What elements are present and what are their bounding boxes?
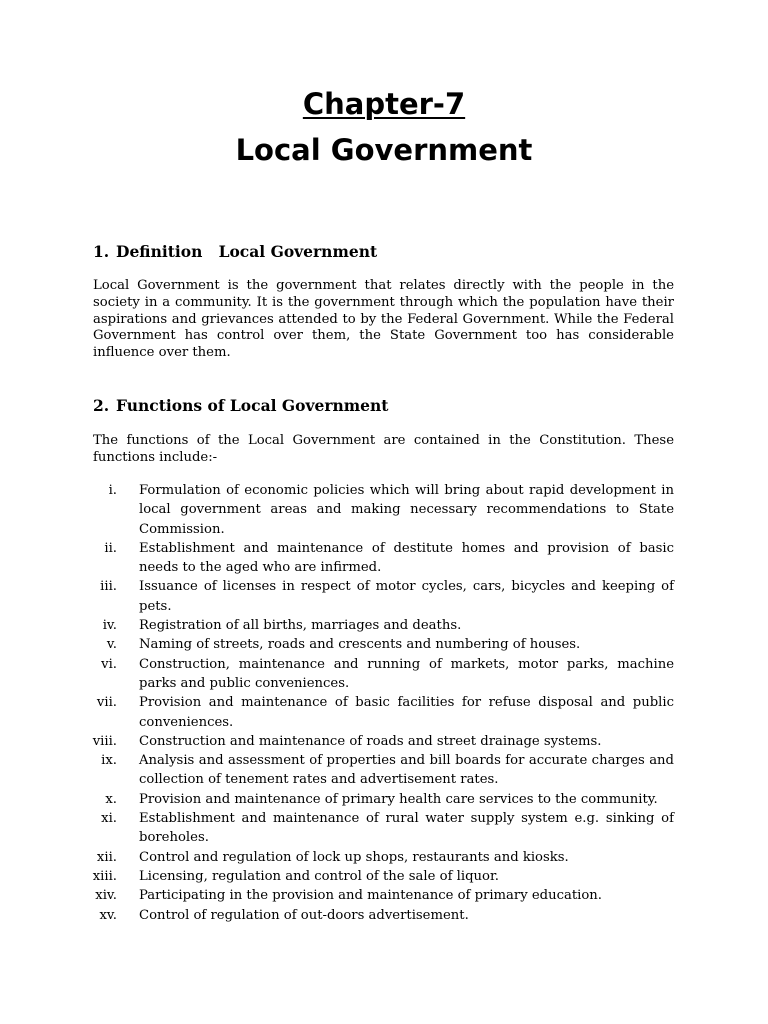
functions-intro-paragraph: The functions of the Local Government are contained in the Constitution. These functions include:-	[93, 433, 674, 465]
list-item-text: Construction, maintenance and running of markets, motor parks, machine parks and public conveniences.	[139, 656, 674, 691]
list-item	[80, 790, 674, 809]
list-item-marker: ix.	[101, 753, 117, 769]
list-item-marker: vii.	[96, 695, 117, 711]
list-item-text: Formulation of economic policies which will bring about rapid development in local government areas and making necessary recommendations to State Commission.	[139, 483, 674, 537]
page-title: Local Government	[235, 133, 533, 167]
list-item-marker: ii.	[104, 540, 117, 556]
list-item-text: Construction and maintenance of roads and street drainage systems.	[139, 733, 602, 749]
list-item-marker: v.	[106, 637, 117, 653]
definition-paragraph: Local Government is the government that relates directly with the people in the society in a community. It is the government through which the population have their aspirations and grievances attended to by the Federal Government. While the Federal Government has control over them, the State Government too has considerable influence over them.	[93, 278, 674, 361]
list-item-text: Control of regulation of out-doors advertisement.	[139, 907, 469, 923]
list-item	[80, 635, 674, 654]
list-item-marker: xv.	[99, 907, 117, 923]
section-heading-text: Definition Local Government	[116, 242, 378, 261]
list-item-marker: iv.	[102, 618, 117, 634]
list-item	[80, 867, 674, 886]
list-item-marker: xii.	[96, 849, 117, 865]
functions-list	[80, 481, 674, 925]
list-item-marker: viii.	[92, 733, 117, 749]
list-item-text: Control and regulation of lock up shops, restaurants and kiosks.	[139, 849, 569, 865]
list-item-marker: x.	[105, 791, 117, 807]
list-item-marker: xi.	[101, 811, 117, 827]
list-item-text: Provision and maintenance of basic facilities for refuse disposal and public conveniences.	[139, 695, 674, 730]
list-item	[80, 655, 674, 694]
list-item-text: Analysis and assessment of properties and bill boards for accurate charges and collection of tenement rates and advertisement rates.	[139, 753, 674, 788]
list-item-text: Provision and maintenance of primary health care services to the community.	[139, 791, 658, 807]
list-item	[80, 539, 674, 578]
section-number: 1.	[93, 242, 110, 261]
list-item-text: Licensing, regulation and control of the sale of liquor.	[139, 868, 500, 884]
list-item-marker: iii.	[100, 579, 117, 595]
list-item	[80, 481, 674, 539]
list-item-text: Registration of all births, marriages and deaths.	[139, 618, 462, 634]
chapter-label	[0, 84, 768, 124]
section-heading-functions	[93, 396, 388, 416]
list-item	[80, 751, 674, 790]
list-item	[80, 616, 674, 635]
list-item-marker: xiv.	[95, 888, 117, 904]
list-item	[80, 732, 674, 751]
section-number: 2.	[93, 396, 110, 415]
list-item	[80, 848, 674, 867]
list-item	[80, 809, 674, 848]
list-item-marker: xiii.	[92, 868, 117, 884]
list-item-text: Establishment and maintenance of destitute homes and provision of basic needs to the aged who are infirmed.	[139, 540, 674, 576]
list-item-text: Naming of streets, roads and crescents and numbering of houses.	[139, 637, 581, 653]
list-item	[80, 693, 674, 732]
chapter-label-text: Chapter-7	[302, 87, 466, 121]
list-item-marker: i.	[108, 483, 117, 498]
section-heading-definition	[93, 242, 377, 262]
list-item-marker: vi.	[101, 656, 117, 672]
list-item	[80, 906, 674, 925]
list-item-text: Establishment and maintenance of rural water supply system e.g. sinking of boreholes.	[139, 811, 674, 846]
list-item	[80, 886, 674, 905]
section-heading-text: Functions of Local Government	[116, 396, 389, 415]
list-item-text: Issuance of licenses in respect of motor cycles, cars, bicycles and keeping of pets.	[139, 579, 674, 614]
list-item-text: Participating in the provision and maintenance of primary education.	[139, 888, 602, 904]
list-item	[80, 577, 674, 616]
